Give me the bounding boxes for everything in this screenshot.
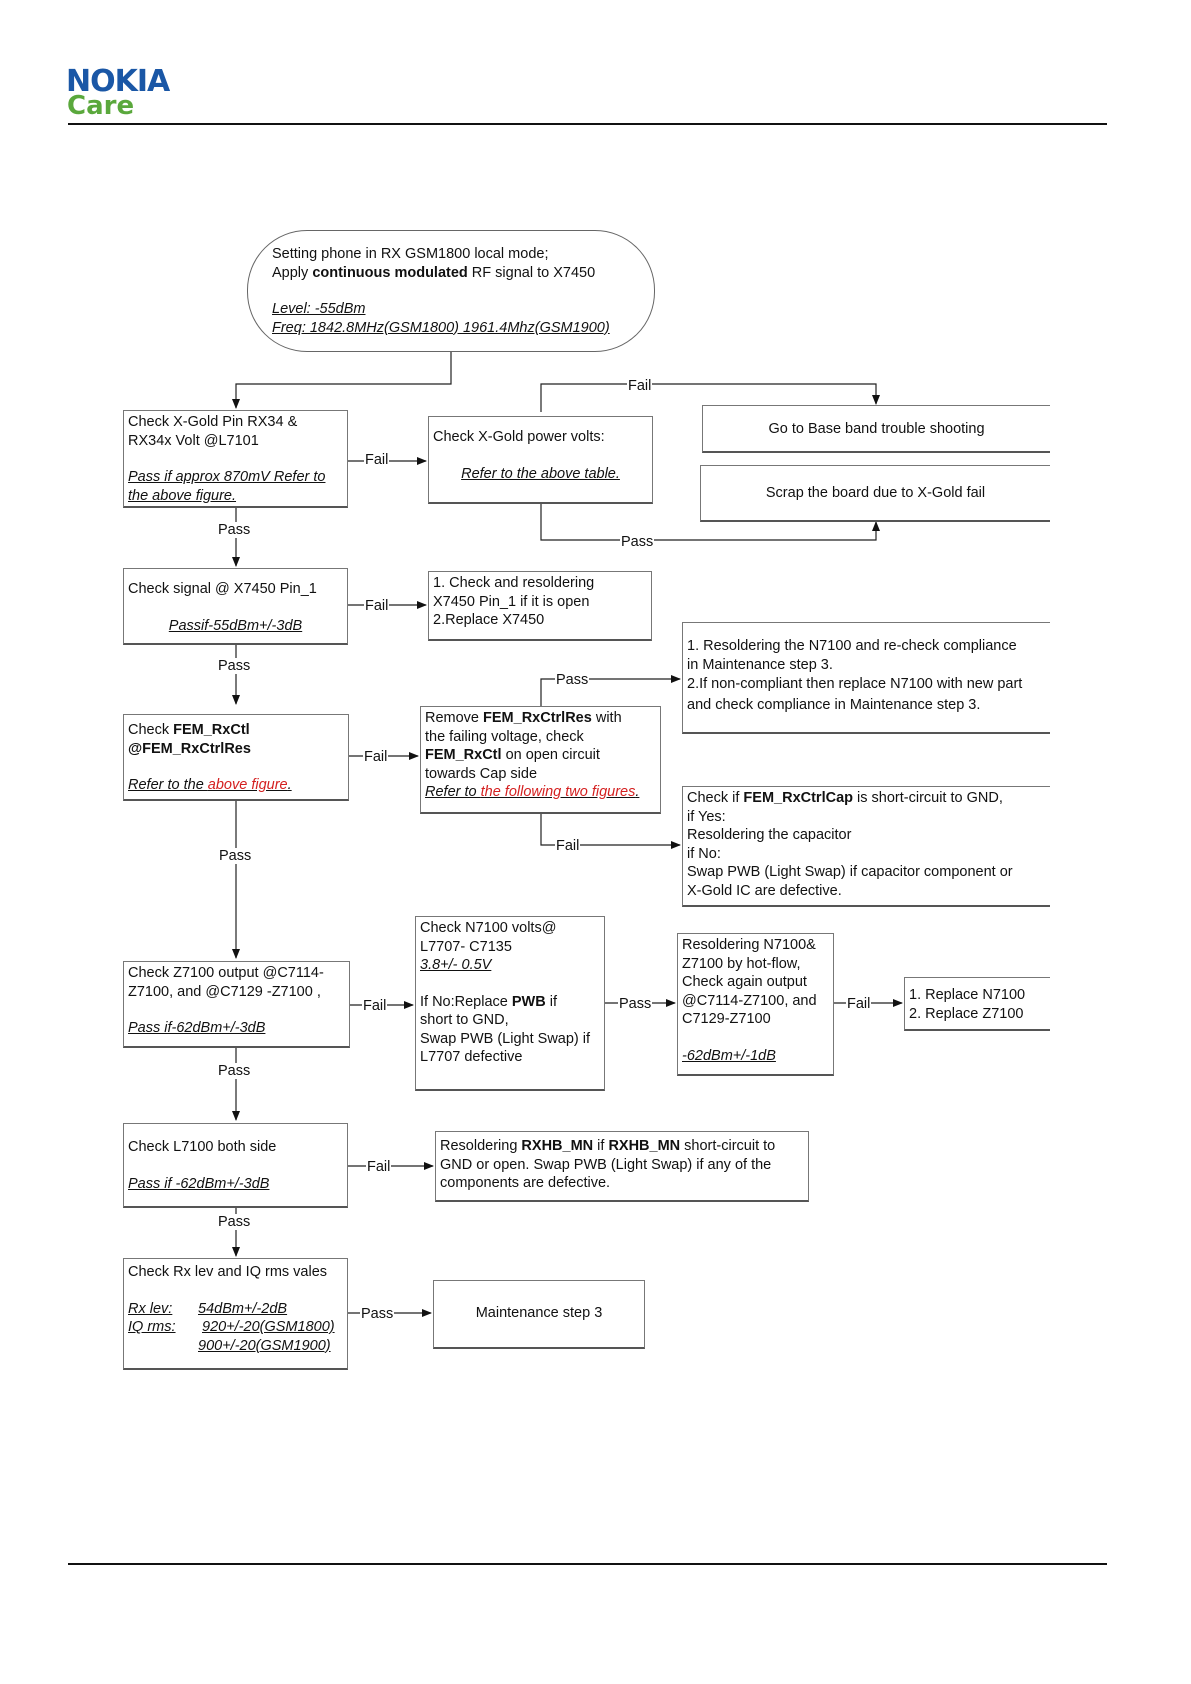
rxlev-box: Check Rx lev and IQ rms vales Rx lev: 54dBm+/-2dB IQ rms: 920+/-20(GSM1800) 900+/-20(GSM1900) [123, 1258, 348, 1370]
label-fail-remove: Fail [556, 838, 580, 854]
label-fail-top: Fail [628, 378, 652, 394]
xgold-pin-box: Check X-Gold Pin RX34 & RX34x Volt @L7101 Pass if approx 870mV Refer to the above figure. [123, 410, 348, 508]
fem-box: Check FEM_RxCtl @FEM_RxCtrlRes Refer to the above figure. [123, 714, 349, 801]
xgold-power-box: Check X-Gold power volts: Refer to the above table. [428, 416, 653, 504]
label-pass-power: Pass [621, 534, 654, 550]
z7100-box: Check Z7100 output @C7114- Z7100, and @C7129 -Z7100 , Pass if-62dBm+/-3dB [123, 961, 350, 1048]
label-fail-hotflow: Fail [847, 996, 871, 1012]
nokia-logo: NOKIA [66, 64, 170, 99]
cap-check-box: Check if FEM_RxCtrlCap is short-circuit to GND, if Yes: Resoldering the capacitor if No: Swap PWB (Light Swap) if capacitor component or X-Gold IC are defective. [682, 786, 1050, 907]
label-pass-rxlev: Pass [361, 1306, 394, 1322]
rxhb-box: Resoldering RXHB_MN if RXHB_MN short-circuit to GND or open. Swap PWB (Light Swap) if any of the components are defective. [435, 1131, 809, 1202]
resolder-x7450-box: 1. Check and resoldering X7450 Pin_1 if it is open 2.Replace X7450 [428, 571, 652, 641]
care-logo: Care [67, 91, 135, 121]
n7100-volts-box: Check N7100 volts@ L7707- C7135 3.8+/- 0.5V If No:Replace PWB if short to GND, Swap PWB (Light Swap) if L7707 defective [415, 916, 605, 1091]
start-line2: Apply continuous modulated RF signal to X7450 [272, 264, 596, 281]
label-pass-xgold: Pass [218, 522, 251, 538]
l7100-box: Check L7100 both side Pass if -62dBm+/-3dB [123, 1123, 348, 1208]
label-pass-signal: Pass [218, 658, 251, 674]
remove-fem-box: Remove FEM_RxCtrlRes with the failing voltage, check FEM_RxCtl on open circuit towards Cap side Refer to the following two figures. [420, 706, 661, 814]
label-fail-l7100: Fail [367, 1159, 391, 1175]
start-terminal [247, 230, 655, 352]
resolder-n7100-box: 1. Resoldering the N7100 and re-check compliance in Maintenance step 3. 2.If non-compliant then replace N7100 with new part and check compliance in Maintenance step 3. [682, 622, 1050, 734]
scrap-box: Scrap the board due to X-Gold fail [700, 465, 1050, 522]
label-fail-xgold: Fail [365, 452, 389, 468]
label-pass-fem: Pass [219, 848, 252, 864]
start-freq: Freq: 1842.8MHz(GSM1800) 1961.4Mhz(GSM1900) [272, 319, 610, 336]
label-pass-l7100: Pass [218, 1214, 251, 1230]
label-pass-remove: Pass [556, 672, 589, 688]
label-fail-signal: Fail [365, 598, 389, 614]
hotflow-box: Resoldering N7100& Z7100 by hot-flow, Check again output @C7114-Z7100, and C7129-Z7100 -62dBm+/-1dB [677, 933, 834, 1076]
signal-box: Check signal @ X7450 Pin_1 Passif-55dBm+/-3dB [123, 568, 348, 645]
label-fail-fem: Fail [364, 749, 388, 765]
label-fail-z7100: Fail [363, 998, 387, 1014]
start-line1: Setting phone in RX GSM1800 local mode; [272, 246, 549, 262]
baseband-box: Go to Base band trouble shooting [702, 405, 1050, 453]
replace-box: 1. Replace N7100 2. Replace Z7100 [904, 977, 1050, 1031]
maintenance-box: Maintenance step 3 [433, 1280, 645, 1349]
start-level: Level: -55dBm [272, 301, 366, 317]
label-pass-n7100: Pass [619, 996, 652, 1012]
label-pass-z7100: Pass [218, 1063, 251, 1079]
connector-start-to-xgold [236, 352, 451, 408]
